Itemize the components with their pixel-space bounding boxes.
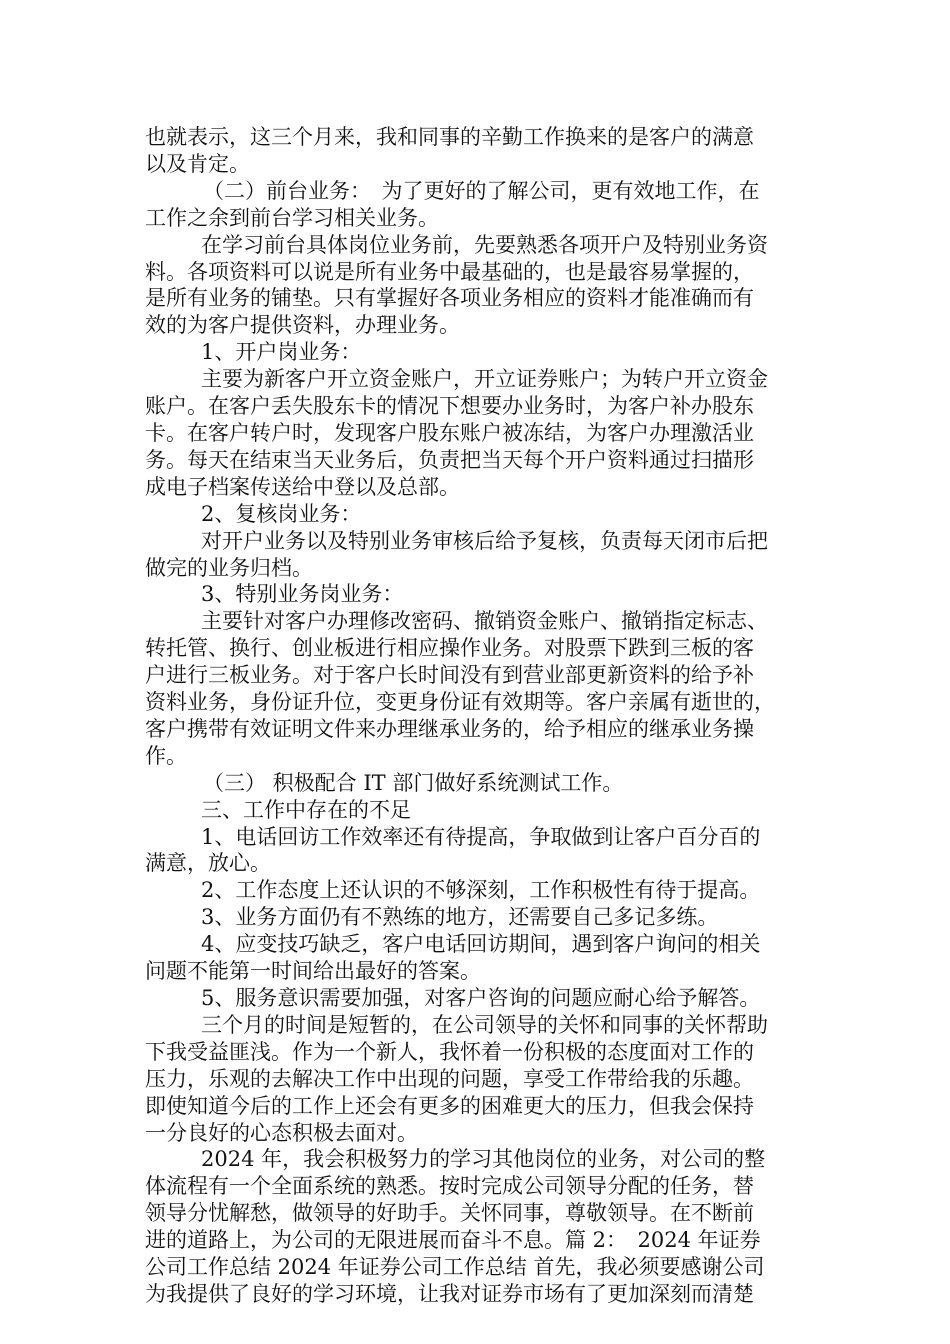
section-heading-shortcomings: 三、工作中存在的不足	[201, 797, 411, 822]
list-item-1: 1、电话回访工作效率还有待提高，争取做到让客户百分百的	[201, 824, 761, 849]
text-line: 一分良好的心态积极去面对。	[145, 1120, 418, 1145]
text-line: 务。每天在结束当天业务后，负责把当天每个开户资料通过扫描形	[145, 447, 754, 472]
text-line: 问题不能第一时间给出最好的答案。	[145, 959, 481, 984]
text-line: 效的为客户提供资料，办理业务。	[145, 313, 460, 338]
item-heading-review: 2、复核岗业务：	[201, 501, 362, 526]
text-line: 即使知道今后的工作上还会有更多的困难更大的压力，但我会保持	[145, 1093, 754, 1118]
text-line: 进的道路上，为公司的无限进展而奋斗不息。篇 2： 2024 年证券	[145, 1228, 761, 1253]
paragraph-start: 主要针对客户办理修改密码、撤销资金账户、撤销指定标志、	[201, 609, 768, 634]
text-line: 成电子档案传送给中登以及总部。	[145, 474, 460, 499]
text-line: 作。	[145, 743, 187, 768]
paragraph-start: 对开户业务以及特别业务审核后给予复核，负责每天闭市后把	[201, 528, 768, 553]
text-line: 也就表示，这三个月来，我和同事的辛勤工作换来的是客户的满意	[145, 125, 754, 149]
text-line: 是所有业务的铺垫。只有掌握好各项业务相应的资料才能准确而有	[145, 286, 754, 311]
text-line: 体流程有一个全面系统的熟悉。按时完成公司领导分配的任务，替	[145, 1174, 754, 1199]
section-heading-it-testing: （三） 积极配合 IT 部门做好系统测试工作。	[203, 770, 624, 795]
text-line: 账户。在客户丢失股东卡的情况下想要办业务时，为客户补办股东	[145, 394, 754, 419]
paragraph-start: 在学习前台具体岗位业务前，先要熟悉各项开户及特别业务资	[201, 232, 768, 257]
paragraph-start: 2024 年，我会积极努力的学习其他岗位的业务，对公司的整	[201, 1147, 766, 1172]
text-line: 为我提供了良好的学习环境，让我对证券市场有了更加深刻而清楚	[145, 1281, 754, 1306]
text-line: 工作之余到前台学习相关业务。	[145, 205, 439, 230]
item-heading-account-opening: 1、开户岗业务：	[201, 340, 362, 365]
text-line: 满意，放心。	[145, 851, 271, 876]
list-item-4: 4、应变技巧缺乏，客户电话回访期间，遇到客户询问的相关	[201, 932, 761, 957]
list-item-2: 2、工作态度上还认识的不够深刻，工作积极性有待于提高。	[201, 878, 761, 903]
text-line: 领导分忧解愁，做领导的好助手。关怀同事，尊敬领导。在不断前	[145, 1201, 754, 1226]
text-line: 以及肯定。	[145, 151, 250, 176]
text-line: 做完的业务归档。	[145, 555, 313, 580]
text-line: 压力，乐观的去解决工作中出现的问题，享受工作带给我的乐趣。	[145, 1066, 754, 1091]
paragraph-start: 三个月的时间是短暂的，在公司领导的关怀和同事的关怀帮助	[201, 1012, 768, 1037]
list-item-5: 5、服务意识需要加强，对客户咨询的问题应耐心给予解答。	[201, 986, 761, 1010]
text-line: 公司工作总结 2024 年证券公司工作总结 首先，我必须要感谢公司	[145, 1255, 765, 1280]
section-heading-front-desk: （二）前台业务： 为了更好的了解公司，更有效地工作，在	[203, 178, 760, 203]
text-line: 卡。在客户转户时，发现客户股东账户被冻结，为客户办理激活业	[145, 420, 754, 445]
text-line: 资料业务，身份证升位，变更身份证有效期等。客户亲属有逝世的，	[145, 690, 775, 715]
text-line: 下我受益匪浅。作为一个新人，我怀着一份积极的态度面对工作的	[145, 1039, 754, 1064]
paragraph-start: 主要为新客户开立资金账户，开立证券账户；为转户开立资金	[201, 367, 768, 392]
text-line: 转托管、换行、创业板进行相应操作业务。对股票下跌到三板的客	[145, 636, 754, 661]
item-heading-special-business: 3、特别业务岗业务：	[201, 582, 404, 607]
text-line: 户进行三板业务。对于客户长时间没有到营业部更新资料的给予补	[145, 663, 754, 688]
text-line: 料。各项资料可以说是所有业务中最基础的，也是最容易掌握的，	[145, 259, 754, 284]
text-line: 客户携带有效证明文件来办理继承业务的，给予相应的继承业务操	[145, 716, 754, 741]
list-item-3: 3、业务方面仍有不熟练的地方，还需要自己多记多练。	[201, 905, 719, 930]
